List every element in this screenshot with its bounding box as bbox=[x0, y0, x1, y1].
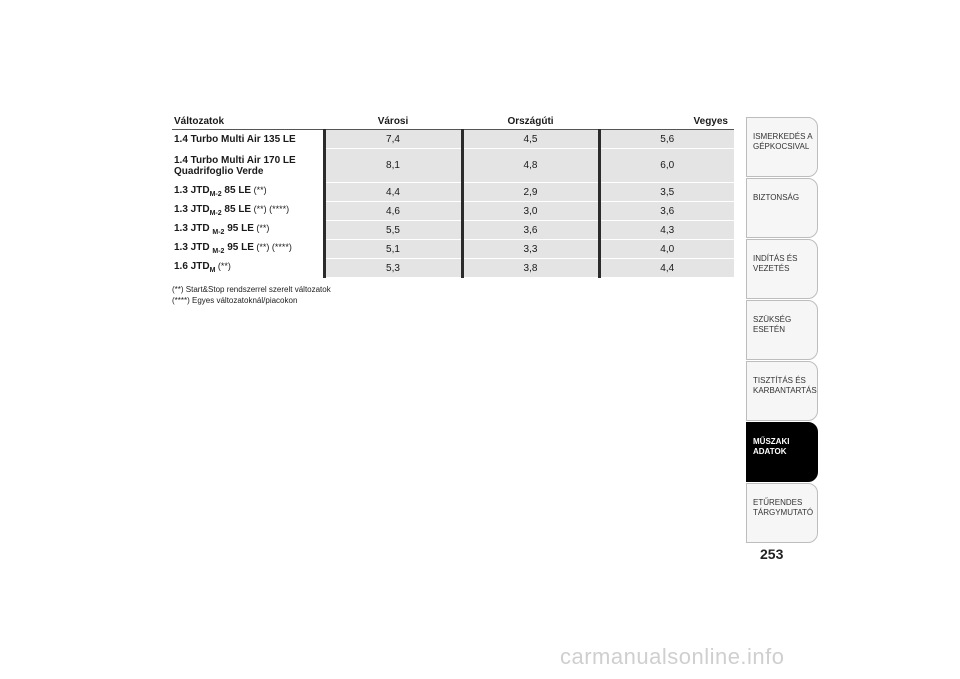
tab-label-line1: ETŰRENDES bbox=[753, 498, 803, 507]
tab-label-line2: KARBANTARTÁS bbox=[753, 386, 817, 395]
variant-name bbox=[172, 183, 324, 202]
tab-index[interactable] bbox=[746, 483, 818, 543]
variant-sub: M-2 bbox=[212, 247, 225, 255]
variant-sub: M-2 bbox=[209, 190, 222, 198]
extra-urban-value: 4,8 bbox=[462, 149, 599, 183]
variant-main: 1.3 JTD bbox=[174, 241, 213, 253]
tab-maintenance[interactable] bbox=[746, 361, 818, 421]
variant-name bbox=[172, 149, 324, 183]
section-tabs bbox=[746, 117, 818, 544]
header-variants: Változatok bbox=[172, 113, 324, 130]
watermark: carmanualsonline.info bbox=[560, 644, 785, 669]
tab-safety[interactable] bbox=[746, 178, 818, 238]
variant-sub: M-2 bbox=[212, 228, 225, 236]
extra-urban-value: 4,5 bbox=[462, 130, 599, 149]
variant-sub: M bbox=[209, 266, 216, 274]
extra-urban-value: 3,8 bbox=[462, 259, 599, 278]
tab-emergency[interactable] bbox=[746, 300, 818, 360]
footnote-markets: (****) Egyes változatoknál/piacokon bbox=[172, 296, 298, 305]
tab-starting-driving[interactable] bbox=[746, 239, 818, 299]
table-header-row bbox=[172, 113, 734, 130]
header-urban: Városi bbox=[324, 113, 462, 130]
combined-value: 3,6 bbox=[599, 202, 734, 221]
variant-suffix: 95 LE bbox=[224, 222, 254, 234]
combined-value: 3,5 bbox=[599, 183, 734, 202]
tab-label-line1: MŰSZAKI bbox=[753, 437, 790, 446]
tab-label-line1: TISZTÍTÁS ÉS bbox=[753, 376, 806, 385]
variant-main: 1.3 JTD bbox=[174, 203, 210, 215]
variant-name bbox=[172, 259, 324, 278]
tab-label-line2: TÁRGYMUTATÓ bbox=[753, 508, 814, 517]
tab-label-line1: ISMERKEDÉS A bbox=[753, 132, 813, 141]
variant-note: (**) (****) bbox=[251, 203, 290, 214]
header-extra-urban: Országúti bbox=[462, 113, 599, 130]
tab-label-line2: GÉPKOCSIVAL bbox=[753, 142, 810, 151]
urban-value: 7,4 bbox=[324, 130, 462, 149]
urban-value: 5,5 bbox=[324, 221, 462, 240]
extra-urban-value: 3,6 bbox=[462, 221, 599, 240]
variant-suffix: 85 LE bbox=[221, 184, 252, 196]
table-row bbox=[172, 183, 734, 202]
tab-technical-data[interactable] bbox=[746, 422, 818, 482]
variant-main: 1.6 JTD bbox=[174, 260, 210, 272]
variant-name bbox=[172, 202, 324, 221]
urban-value: 4,4 bbox=[324, 183, 462, 202]
table-row bbox=[172, 221, 734, 240]
extra-urban-value: 2,9 bbox=[462, 183, 599, 202]
variant-name-line2: Quadrifoglio Verde bbox=[174, 165, 264, 177]
combined-value: 4,4 bbox=[599, 259, 734, 278]
variant-note: (**) bbox=[215, 260, 231, 271]
extra-urban-value: 3,0 bbox=[462, 202, 599, 221]
footnotes bbox=[172, 284, 331, 306]
variant-note: (**) bbox=[253, 222, 270, 233]
urban-value: 8,1 bbox=[324, 149, 462, 183]
combined-value: 6,0 bbox=[599, 149, 734, 183]
variant-name-line1: 1.4 Turbo Multi Air 170 LE bbox=[174, 154, 296, 166]
variant-sub: M-2 bbox=[209, 209, 222, 217]
variant-main: 1.3 JTD bbox=[174, 184, 210, 196]
footnote-start-stop: (**) Start&Stop rendszerrel szerelt változatok bbox=[172, 285, 331, 294]
variant-note: (**) (****) bbox=[253, 241, 292, 252]
variant-name: 1.4 Turbo Multi Air 135 LE bbox=[172, 130, 324, 149]
urban-value: 5,3 bbox=[324, 259, 462, 278]
variant-note: (**) bbox=[251, 184, 267, 195]
tab-getting-to-know[interactable] bbox=[746, 117, 818, 177]
page-number: 253 bbox=[760, 546, 784, 562]
combined-value: 5,6 bbox=[599, 130, 734, 149]
variant-suffix: 95 LE bbox=[224, 241, 254, 253]
table-row bbox=[172, 202, 734, 221]
tab-label-line1: BIZTONSÁG bbox=[753, 193, 800, 202]
header-combined: Vegyes bbox=[599, 113, 734, 130]
table-row bbox=[172, 130, 734, 149]
consumption-table bbox=[172, 113, 734, 278]
combined-value: 4,3 bbox=[599, 221, 734, 240]
tab-label-line1: SZÜKSÉG ESETÉN bbox=[753, 315, 792, 334]
variant-name bbox=[172, 240, 324, 259]
combined-value: 4,0 bbox=[599, 240, 734, 259]
extra-urban-value: 3,3 bbox=[462, 240, 599, 259]
table-row bbox=[172, 149, 734, 183]
tab-label-line1: INDÍTÁS ÉS VEZETÉS bbox=[753, 254, 798, 273]
urban-value: 4,6 bbox=[324, 202, 462, 221]
urban-value: 5,1 bbox=[324, 240, 462, 259]
consumption-table-container bbox=[172, 113, 734, 278]
variant-suffix: 85 LE bbox=[221, 203, 252, 215]
variant-main: 1.3 JTD bbox=[174, 222, 213, 234]
tab-label-line2: ADATOK bbox=[753, 447, 787, 456]
table-row bbox=[172, 259, 734, 278]
table-row bbox=[172, 240, 734, 259]
variant-name bbox=[172, 221, 324, 240]
